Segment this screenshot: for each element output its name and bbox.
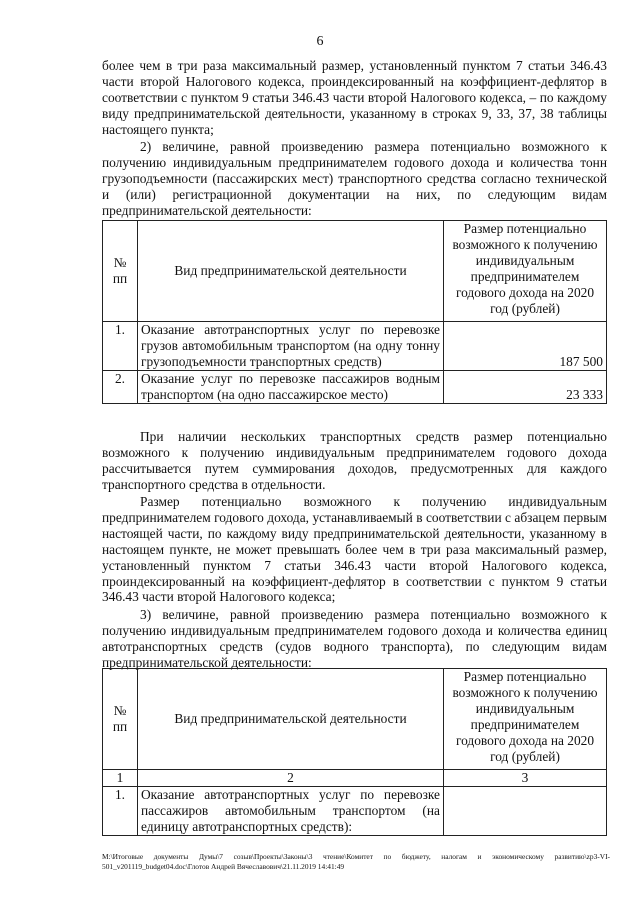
- row-value: 23 333: [444, 370, 607, 403]
- paragraph-continuation: более чем в три раза максимальный размер, установленный пунктом 7 статьи 346.43 части второй Налогового кодекса, проиндексированный на коэффициент-дефлятор в соответствии с пунктом 9 статьи 346.43 части второй Налогового кодекса, – по каждому виду предпринимательской деятельности, указанному в строках 9, 33, 37, 38 таблицы настоящего пункта;: [102, 58, 607, 137]
- file-path-footer: M:\Итоговые документы Думы\7 созыв\Проекты\Законы\3 чтение\Комитет по бюджету, налогам и экономическому развитию\zp3-VI-501_v201119_budget04.doc\Глотов Андрей Вячеславович\21.11.2019 14:41:49: [102, 852, 610, 871]
- header-num: № пп: [103, 669, 138, 770]
- column-number: 1: [103, 770, 138, 787]
- paragraph-item-2: 2) величине, равной произведению размера потенциально возможного к получению индивидуальным предпринимателем годового дохода и количества тонн грузоподъемности (пассажирских мест) транспортного средства согласно технической и (или) регистрационной документации на них, по следующим видам предпринимательской деятельности:: [102, 139, 607, 218]
- column-number-row: [103, 770, 607, 787]
- header-num: № пп: [103, 221, 138, 322]
- column-number: 2: [138, 770, 444, 787]
- table-header-row: [103, 669, 607, 770]
- page-number: 6: [316, 34, 324, 49]
- row-number: 2.: [103, 370, 138, 403]
- row-value: 187 500: [444, 322, 607, 371]
- paragraph-multiple-vehicles: При наличии нескольких транспортных средств размер потенциально возможного к получению индивидуальным предпринимателем годового дохода рассчитывается путем суммирования доходов, предусмотренных для каждого транспортного средства в отдельности.: [102, 429, 607, 492]
- column-number: 3: [444, 770, 607, 787]
- table-transport-units: [102, 668, 607, 836]
- table-row: [103, 786, 607, 835]
- table-row: [103, 370, 607, 403]
- row-description: Оказание услуг по перевозке пассажиров водным транспортом (на одно пассажирское место): [138, 370, 444, 403]
- table-header-row: [103, 221, 607, 322]
- row-number: 1.: [103, 786, 138, 835]
- header-kind: Вид предпринимательской деятельности: [138, 669, 444, 770]
- row-value: [444, 786, 607, 835]
- header-size: Размер потенциально возможного к получению индивидуальным предпринимателем годового дохода на 2020 год (рублей): [444, 669, 607, 770]
- paragraph-limit: Размер потенциально возможного к получению индивидуальным предпринимателем годового дохода, устанавливаемый в соответствии с абзацем первым настоящей части, по каждому виду предпринимательской деятельности, указанному в настоящем пункте, не может превышать более чем в три раза максимальный размер, установленный пунктом 7 статьи 346.43 части второй Налогового кодекса, проиндексированный на коэффициент-дефлятор в соответствии с пунктом 9 статьи 346.43 части второй Налогового кодекса;: [102, 494, 607, 605]
- row-description: Оказание автотранспортных услуг по перевозке пассажиров автомобильным транспортом (на единицу автотранспортных средств):: [138, 786, 444, 835]
- paragraph-item-3: 3) величине, равной произведению размера потенциально возможного к получению индивидуальным предпринимателем годового дохода и количества единиц автотранспортных средств (судов водного транспорта), по следующим видам предпринимательской деятельности:: [102, 607, 607, 670]
- table-row: [103, 322, 607, 371]
- row-number: 1.: [103, 322, 138, 371]
- table-transport-capacity: [102, 220, 607, 404]
- header-size: Размер потенциально возможного к получению индивидуальным предпринимателем годового дохода на 2020 год (рублей): [444, 221, 607, 322]
- row-description: Оказание автотранспортных услуг по перевозке грузов автомобильным транспортом (на одну тонну грузоподъемности транспортных средств): [138, 322, 444, 371]
- header-kind: Вид предпринимательской деятельности: [138, 221, 444, 322]
